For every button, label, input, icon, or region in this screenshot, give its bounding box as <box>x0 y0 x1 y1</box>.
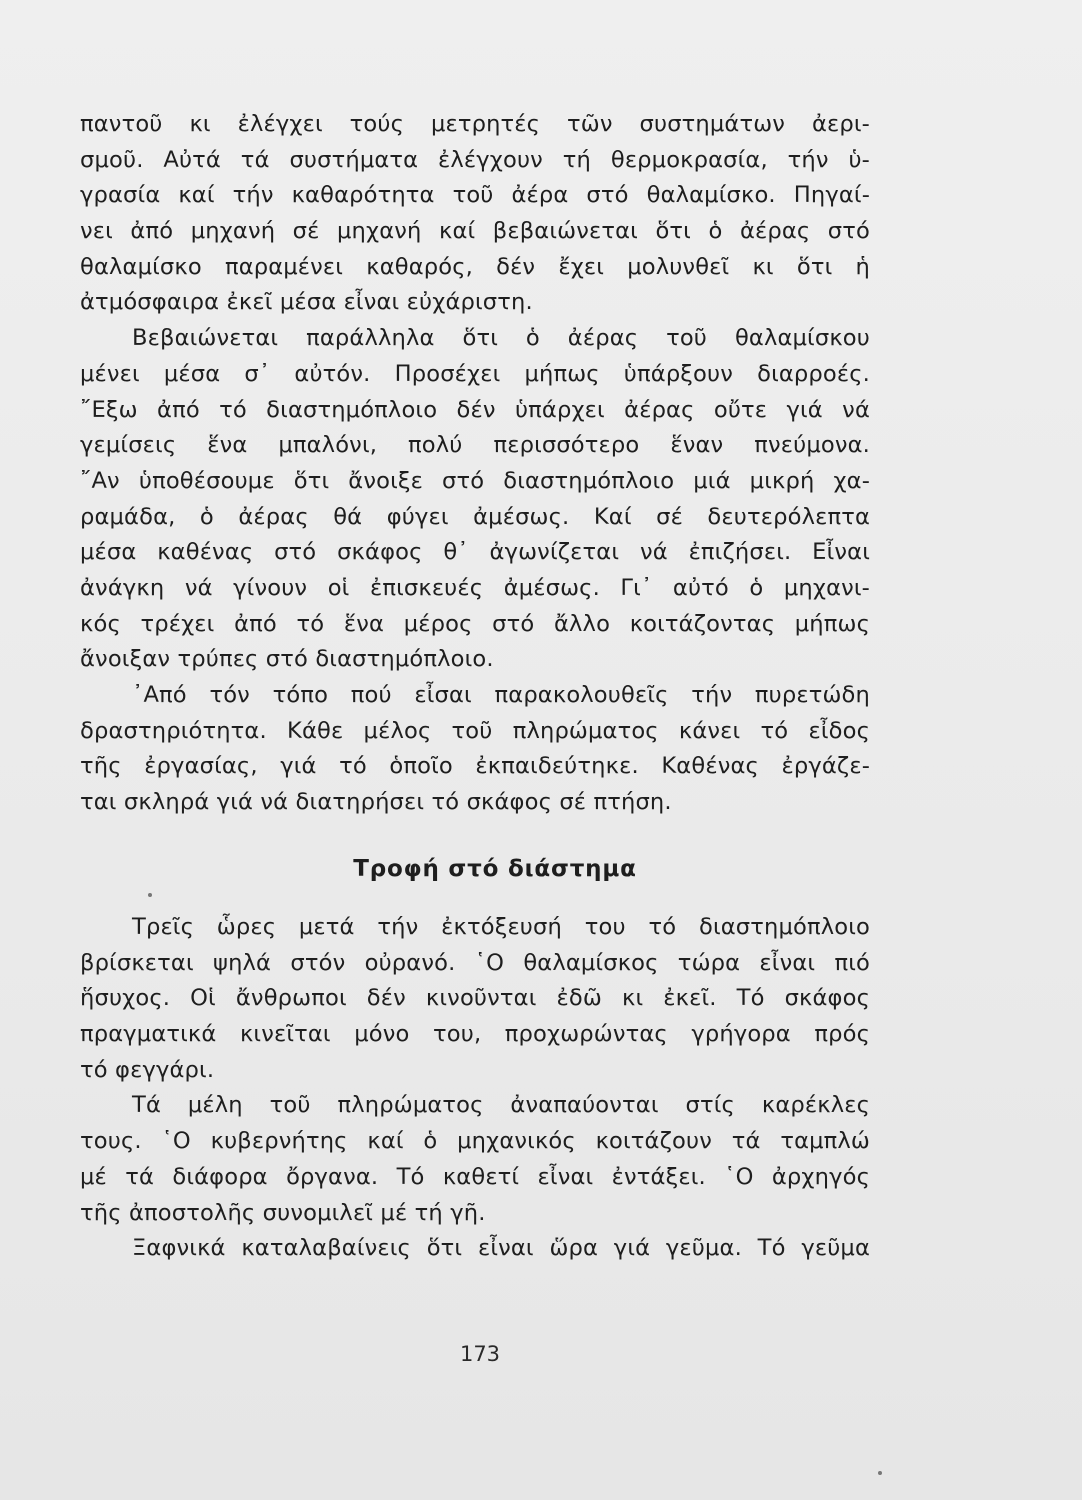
paragraph <box>80 910 870 1088</box>
scan-speck <box>148 893 152 897</box>
text-line: ῎Εξω ἀπό τό διαστημόπλοιο δέν ὑπάρχει ἀέρας οὔτε γιά νά <box>80 396 870 423</box>
text-line: ἥσυχος. Οἱ ἄνθρωποι δέν κινοῦνται ἐδῶ κι ἐκεῖ. Τό σκάφος <box>80 985 870 1012</box>
text-block-bottom <box>80 910 870 1267</box>
text-line: γεμίσεις ἕνα μπαλόνι, πολύ περισσότερο ἕναν πνεύμονα. <box>80 432 870 459</box>
text-line: τους. ῾Ο κυβερνήτης καί ὁ μηχανικός κοιτάζουν τά ταμπλώ <box>80 1128 870 1155</box>
text-line: Ξαφνικά καταλαβαίνεις ὅτι εἶναι ὥρα γιά γεῦμα. Τό γεῦμα <box>132 1235 870 1262</box>
text-line: πραγματικά κινεῖται μόνο του, προχωρώντας γρήγορα πρός <box>80 1021 870 1048</box>
scan-speck <box>878 1471 882 1475</box>
text-line: ἀτμόσφαιρα ἐκεῖ μέσα εἶναι εὐχάριστη. <box>80 289 533 316</box>
section-heading: Τροφή στό διάστημα <box>353 856 637 882</box>
text-line: τῆς ἀποστολῆς συνομιλεῖ μέ τή γῆ. <box>80 1199 486 1226</box>
text-line: ἄνοιξαν τρύπες στό διαστημόπλοιο. <box>80 646 494 673</box>
text-line: ἀνάγκη νά γίνουν οἱ ἐπισκευές ἀμέσως. Γι᾽ αὐτό ὁ μηχανι- <box>80 574 870 601</box>
text-block-top <box>80 107 870 821</box>
paragraph <box>80 1231 870 1267</box>
text-line: ῎Αν ὑποθέσουμε ὅτι ἄνοιξε στό διαστημόπλοιο μιά μικρή χα- <box>80 467 870 494</box>
text-line: νει ἀπό μηχανή σέ μηχανή καί βεβαιώνεται ὅτι ὁ ἀέρας στό <box>80 218 870 245</box>
text-line: ται σκληρά γιά νά διατηρήσει τό σκάφος σέ πτήση. <box>80 789 672 816</box>
text-line: μέσα καθένας στό σκάφος θ᾽ ἀγωνίζεται νά ἐπιζήσει. Εἶναι <box>80 539 870 566</box>
text-line: μέ τά διάφορα ὄργανα. Τό καθετί εἶναι ἐντάξει. ῾Ο ἀρχηγός <box>80 1163 870 1190</box>
text-line: παντοῦ κι ἐλέγχει τούς μετρητές τῶν συστημάτων ἀερι- <box>80 111 870 137</box>
paragraph <box>80 1088 870 1231</box>
paragraph <box>80 321 870 678</box>
text-line: θαλαμίσκο παραμένει καθαρός, δέν ἔχει μολυνθεῖ κι ὅτι ἡ <box>80 253 870 280</box>
page-number: 173 <box>459 1342 501 1366</box>
text-line: ραμάδα, ὁ ἀέρας θά φύγει ἀμέσως. Καί σέ δευτερόλεπτα <box>80 503 870 530</box>
text-line: μένει μέσα σ᾽ αὐτόν. Προσέχει μήπως ὑπάρξουν διαρροές. <box>80 360 870 387</box>
text-line: σμοῦ. Αὐτά τά συστήματα ἐλέγχουν τή θερμοκρασία, τήν ὑ- <box>80 146 870 173</box>
paragraph <box>80 107 870 321</box>
text-line: κός τρέχει ἀπό τό ἕνα μέρος στό ἄλλο κοιτάζοντας μήπως <box>80 610 870 637</box>
text-line: Τά μέλη τοῦ πληρώματος ἀναπαύονται στίς καρέκλες <box>132 1092 870 1119</box>
paragraph <box>80 678 870 821</box>
text-line: βρίσκεται ψηλά στόν οὐρανό. ῾Ο θαλαμίσκος τώρα εἶναι πιό <box>80 949 870 976</box>
text-line: Βεβαιώνεται παράλληλα ὅτι ὁ ἀέρας τοῦ θαλαμίσκου <box>132 325 870 352</box>
text-line: Τρεῖς ὧρες μετά τήν ἐκτόξευσή του τό διαστημόπλοιο <box>132 914 870 940</box>
text-line: γρασία καί τήν καθαρότητα τοῦ ἀέρα στό θαλαμίσκο. Πηγαί- <box>80 182 870 209</box>
text-line: δραστηριότητα. Κάθε μέλος τοῦ πληρώματος κάνει τό εἶδος <box>80 717 870 744</box>
text-line: τῆς ἐργασίας, γιά τό ὁποῖο ἐκπαιδεύτηκε. Καθένας ἐργάζε- <box>80 753 870 780</box>
text-line: τό φεγγάρι. <box>80 1056 215 1083</box>
text-line: ᾽Από τόν τόπο πού εἶσαι παρακολουθεῖς τήν πυρετώδη <box>132 682 870 708</box>
